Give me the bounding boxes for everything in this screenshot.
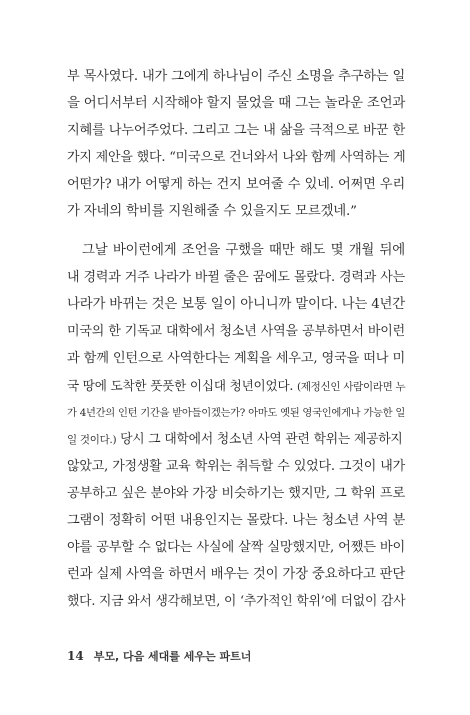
- body-line: 지혜를 나누어주었다. 그리고 그는 내 삶을 극적으로 바꾼 한: [67, 123, 405, 138]
- body-line: [67, 376, 405, 396]
- body-line: 야를 공부할 수 없다는 사실에 살짝 실망했지만, 어쨌든 바이: [67, 540, 405, 555]
- aside-line: 가 4년간의 인턴 기간을 받아들이겠는가? 아마도 옛된 영국인에게나 가능한 일: [67, 407, 405, 419]
- body-line: 그램이 정확히 어떤 내용인지는 몰랐다. 나는 청소년 사역 분: [67, 513, 405, 528]
- body-line: 과 함께 인턴으로 사역한다는 계획을 세우고, 영국을 떠나 미: [67, 351, 405, 366]
- body-line: 부 목사였다. 내가 그에게 하나님이 주신 소명을 추구하는 일: [67, 69, 405, 84]
- aside-text: 일 것이다.): [67, 434, 117, 446]
- body-text: 당시 그 대학에서 청소년 사역 관련 학위는 제공하지: [116, 432, 403, 447]
- body-line: 그날 바이런에게 조언을 구했을 때만 해도 몇 개월 뒤에: [82, 243, 405, 258]
- body-line: 나라가 바뀌는 것은 보통 일이 아니니까 말이다. 나는 4년간: [67, 297, 405, 312]
- body-line: 가지 제안을 했다. “미국으로 건너와서 나와 함께 사역하는 게: [67, 150, 406, 165]
- running-title: 부모, 다음 세대를 세우는 파트너: [93, 650, 252, 663]
- body-line: 가 자네의 학비를 지원해줄 수 있을지도 모르겠네.”: [67, 204, 357, 219]
- body-text: 국 땅에 도착한 풋풋한 이십대 청년이었다.: [67, 378, 294, 393]
- body-line: 런과 실제 사역을 하면서 배우는 것이 가장 중요하다고 판단: [67, 567, 406, 582]
- body-line: 했다. 지금 와서 생각해보면, 이 ‘추가적인 학위’에 더없이 감사: [67, 594, 406, 609]
- body-line: 내 경력과 거주 나라가 바뀔 줄은 꿈에도 몰랐다. 경력과 사는: [67, 270, 405, 285]
- body-line: 않았고, 가정생활 교육 학위는 취득할 수 있었다. 그것이 내가: [67, 459, 405, 474]
- aside-text: (제정신인 사람이라면 누: [297, 381, 406, 393]
- body-line: 을 어디서부터 시작해야 할지 물었을 때 그는 놀라운 조언과: [67, 96, 406, 111]
- body-line: 미국의 한 기독교 대학에서 청소년 사역을 공부하면서 바이런: [67, 324, 405, 339]
- body-line: 공부하고 싶은 분야와 가장 비슷하기는 했지만, 그 학위 프로: [67, 486, 405, 501]
- page-footer: [67, 648, 251, 666]
- body-line: 어떤가? 내가 어떻게 하는 건지 보여줄 수 있네. 어쩌면 우리: [67, 177, 405, 192]
- page-number: 14: [67, 649, 84, 663]
- body-line: [67, 430, 405, 450]
